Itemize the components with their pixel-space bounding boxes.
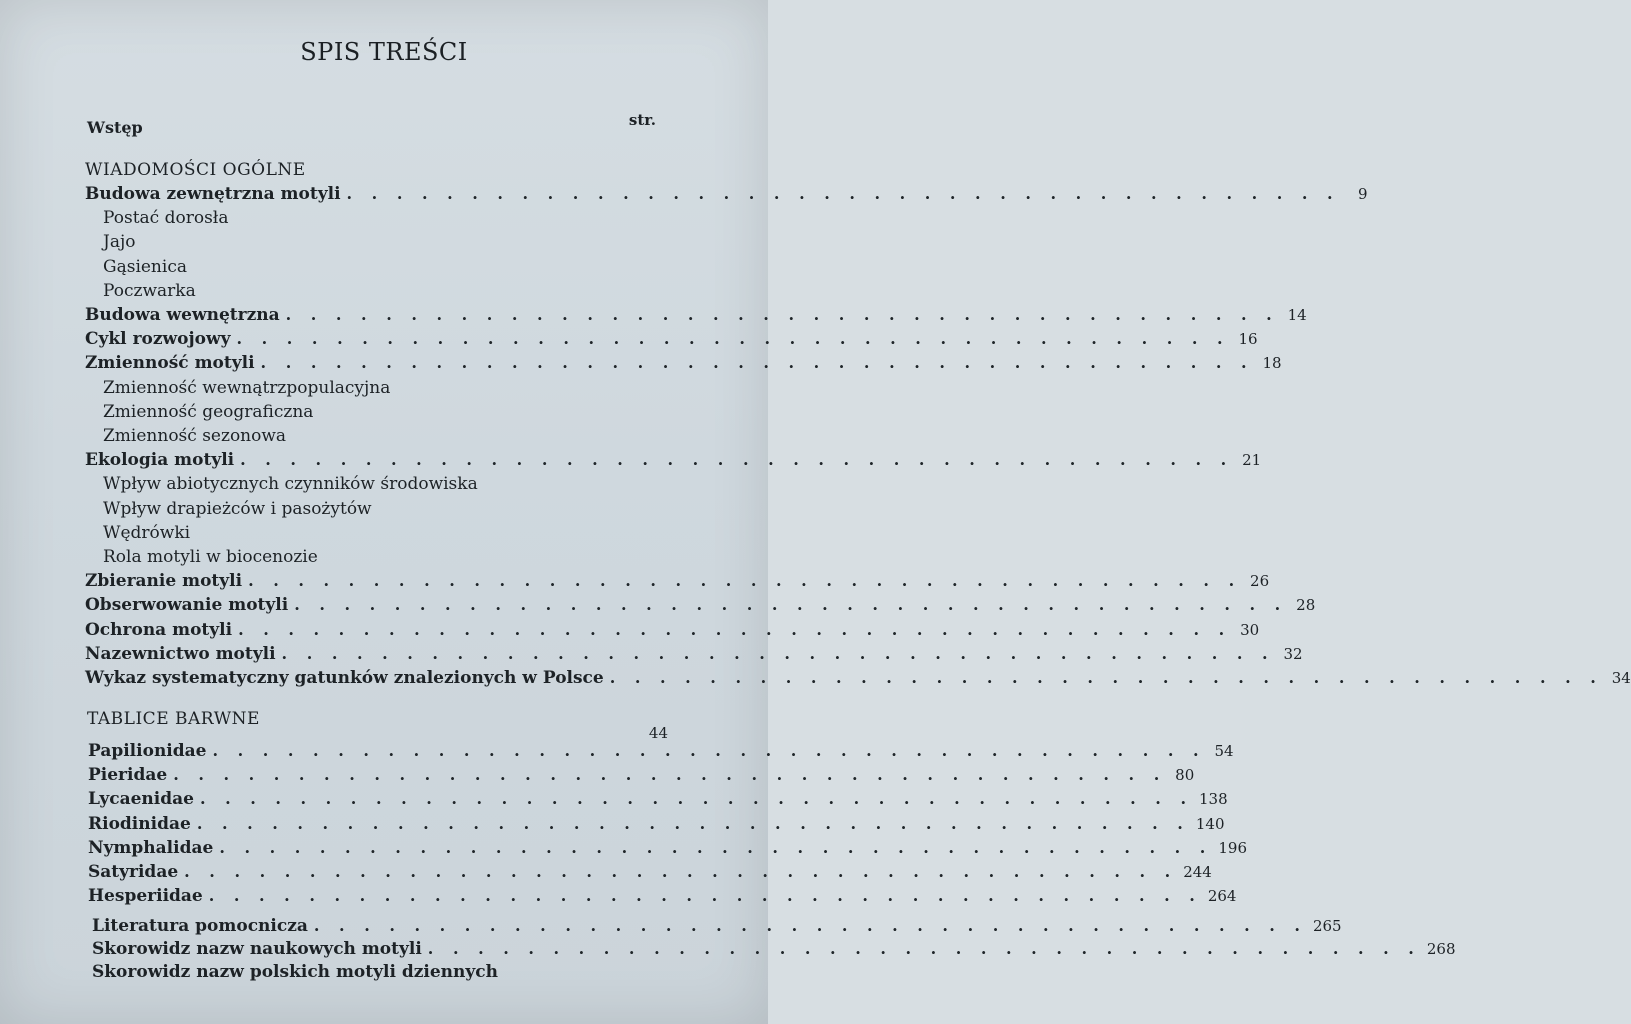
toc-page-number: 16 <box>1238 330 1258 349</box>
toc-page-number: 18 <box>1262 354 1282 373</box>
toc-entry-label: Lycaenidae <box>88 789 194 810</box>
toc-leader-dots: . . . . . . . . . . . . . . . . . . . . . . . . . . . . . . . . . . . . . . . . <box>294 595 1288 615</box>
toc-page-number: 14 <box>1287 306 1307 324</box>
toc-leader-dots: . . . . . . . . . . . . . . . . . . . . . . . . . . . . . . . . . . . . . . . . <box>285 305 1279 324</box>
toc-entry <box>85 446 1262 471</box>
toc-leader-dots: . . . . . . . . . . . . . . . . . . . . . . . . . . . . . . . . . . . . . . . . <box>260 353 1254 373</box>
toc-entry <box>85 325 1258 350</box>
toc-leader-dots: . . . . . . . . . . . . . . . . . . . . . . . . . . . . . . . . . . . . . . . . <box>208 886 1202 906</box>
toc-leader-dots: . . . . . . . . . . . . . . . . . . . . . . . . . . . . . . . . . . . . . . . . <box>184 862 1178 881</box>
toc-entry <box>85 374 670 398</box>
toc-entry-label: Riodinidae <box>88 813 191 834</box>
toc-page-number: 140 <box>1195 814 1225 833</box>
toc-entry <box>88 858 1212 882</box>
toc-entry <box>85 616 1260 640</box>
toc-entry-label: Zbieranie motyli <box>85 571 243 592</box>
toc-entry <box>88 761 1195 786</box>
toc-entry <box>85 349 1282 374</box>
toc-leader-dots: . . . . . . . . . . . . . . . . . . . . . . . . . . . . . . . . . . . . . . . . <box>212 741 1206 760</box>
toc-page-number: 26 <box>1250 572 1270 591</box>
toc-entry-label: Gąsienica <box>103 256 187 277</box>
toc-entry-label: Wpływ abiotycznych czynników środowiska <box>103 474 478 495</box>
toc-entry-label: Papilionidae <box>88 741 207 761</box>
toc-entry-label: Satyridae <box>88 862 179 882</box>
toc-entry <box>85 640 1303 664</box>
toc-entry <box>85 277 670 301</box>
toc-entry <box>88 834 1248 858</box>
page-column-header: str. <box>628 111 656 129</box>
toc-entry-label: Postać dorosła <box>103 208 229 229</box>
toc-entry-label: Zmienność geograficzna <box>103 401 314 422</box>
toc-page-number: 9 <box>1358 185 1368 203</box>
page-title: SPIS TREŚCI <box>300 38 468 66</box>
toc-entry-label: Skorowidz nazw naukowych motyli <box>92 939 422 959</box>
toc-entry-label: Rola motyli w biocenozie <box>103 547 318 567</box>
toc-leader-dots: . . . . . . . . . . . . . . . . . . . . . . . . . . . . . . . . . . . . . . . . <box>173 765 1167 785</box>
toc-leader-dots: . . . . . . . . . . . . . . . . . . . . . . . . . . . . . . . . . . . . . . . . <box>240 450 1234 470</box>
section-heading-text: WIADOMOŚCI OGÓLNE <box>85 160 306 180</box>
toc-entry-label: Wykaz systematyczny gatunków znalezionych w Polsce <box>85 668 604 688</box>
toc-entry <box>92 912 1342 936</box>
toc-entry-label: Hesperiidae <box>88 886 203 907</box>
toc-leader-dots: . . . . . . . . . . . . . . . . . . . . . . . . . . . . . . . . . . . . . . . . <box>236 329 1230 349</box>
toc-page-number: 244 <box>1183 863 1212 881</box>
intro-entry: Wstęp <box>87 118 143 137</box>
toc-entry-label: Wpływ drapieżców i pasożytów <box>103 498 372 519</box>
toc-entry <box>85 470 670 494</box>
toc-entry <box>85 398 670 422</box>
toc-page-number: 265 <box>1312 917 1342 935</box>
toc-entry-label: Obserwowanie motyli <box>85 595 289 616</box>
toc-entry <box>85 519 670 543</box>
toc-entry-label: Budowa wewnętrzna <box>85 305 280 325</box>
toc-entry-label: Pieridae <box>88 765 168 786</box>
toc-entry-label: Budowa zewnętrzna motyli <box>85 184 341 204</box>
toc-leader-dots: . . . . . . . . . . . . . . . . . . . . . . . . . . . . . . . . . . . . . . . . <box>281 643 1275 663</box>
toc-entry-label: Ekologia motyli <box>85 450 235 471</box>
toc-page-number: 264 <box>1207 887 1237 906</box>
toc-entry <box>85 253 670 277</box>
toc-entry-label: Jajo <box>103 232 136 253</box>
toc-entry-label: Literatura pomocnicza <box>92 916 308 936</box>
toc-entry <box>88 785 1228 810</box>
toc-page-number: 80 <box>1175 766 1195 785</box>
toc-leader-dots: . . . . . . . . . . . . . . . . . . . . . . . . . . . . . . . . . . . . . . . . <box>427 939 1421 958</box>
toc-entry <box>85 228 670 252</box>
toc-leader-dots: . . . . . . . . . . . . . . . . . . . . . . . . . . . . . . . . . . . . . . . . <box>346 184 1340 203</box>
toc-entry <box>85 567 1270 592</box>
toc-page-number: 196 <box>1218 838 1248 857</box>
toc-page-number: 54 <box>1214 742 1234 760</box>
toc-entry-label: Zmienność wewnątrzpopulacyjna <box>103 377 391 398</box>
toc-page-number: 32 <box>1283 644 1303 663</box>
toc-entry-label: Nazewnictwo motyli <box>85 643 276 664</box>
toc-leader-dots: . . . . . . . . . . . . . . . . . . . . . . . . . . . . . . . . . . . . . . . . <box>248 571 1242 591</box>
section-heading <box>85 156 670 180</box>
section-heading <box>87 705 672 729</box>
toc-entry-label: Nymphalidae <box>88 837 214 858</box>
toc-leader-dots: . . . . . . . . . . . . . . . . . . . . . . . . . . . . . . . . . . . . . . . . <box>238 619 1232 639</box>
toc-leader-dots: . . . . . . . . . . . . . . . . . . . . . . . . . . . . . . . . . . . . . . . . <box>313 916 1307 935</box>
toc-entry-label: Cykl rozwojowy <box>85 329 231 350</box>
toc-page-number: 28 <box>1296 596 1316 615</box>
toc-page-number: 34 <box>1611 669 1631 687</box>
toc-entry <box>85 664 1631 688</box>
toc-entry <box>88 737 1234 761</box>
toc-entry-label: Zmienność sezonowa <box>103 426 287 446</box>
toc-page-number: 268 <box>1426 940 1456 958</box>
toc-entry <box>88 810 1225 834</box>
toc-entry <box>92 958 670 982</box>
toc-leader-dots: . . . . . . . . . . . . . . . . . . . . . . . . . . . . . . . . . . . . . . . . <box>199 789 1194 809</box>
toc-leader-dots: . . . . . . . . . . . . . . . . . . . . . . . . . . . . . . . . . . . . . . . . <box>609 668 1603 687</box>
toc-leader-dots: . . . . . . . . . . . . . . . . . . . . . . . . . . . . . . . . . . . . . . . . <box>219 837 1213 857</box>
first-plate-page-number: 44 <box>648 724 668 742</box>
toc-page-number: 21 <box>1242 451 1262 470</box>
toc-entry <box>85 422 670 446</box>
toc-page-number: 30 <box>1240 620 1260 639</box>
toc-entry-label: Ochrona motyli <box>85 619 233 640</box>
toc-entry <box>85 204 670 228</box>
toc-entry-label: Skorowidz nazw polskich motyli dziennych <box>92 962 498 982</box>
toc-entry-label: Zmienność motyli <box>85 353 255 374</box>
toc-entry <box>88 882 1237 907</box>
toc-entry-label: Wędrówki <box>103 522 191 543</box>
toc-entry <box>85 180 1368 204</box>
toc-entry <box>92 935 1456 959</box>
toc-page-number: 138 <box>1199 790 1228 809</box>
toc-entry <box>85 591 1316 616</box>
toc-leader-dots: . . . . . . . . . . . . . . . . . . . . . . . . . . . . . . . . . . . . . . . . <box>196 813 1190 833</box>
toc-entry <box>85 495 670 519</box>
section-heading-text: TABLICE BARWNE <box>87 709 260 729</box>
toc-entry <box>85 301 1307 325</box>
toc-entry-label: Poczwarka <box>103 280 196 301</box>
toc-entry <box>85 543 670 567</box>
